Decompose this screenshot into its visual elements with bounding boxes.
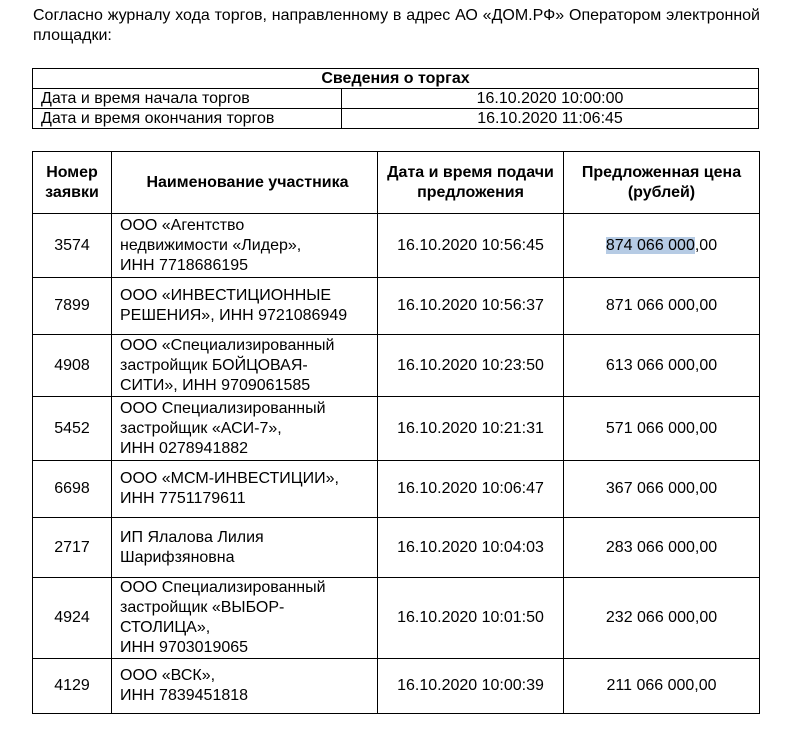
header-participant-name: Наименование участника: [112, 152, 378, 214]
bids-table: [32, 151, 760, 714]
bid-price: 211 066 000,00: [564, 659, 760, 714]
bid-datetime: 16.10.2020 10:23:50: [378, 335, 564, 397]
header-price: Предложенная цена (рублей): [564, 152, 760, 214]
participant-name-line: ИНН 7718686195: [120, 256, 249, 274]
end-time-label: Дата и время окончания торгов: [33, 109, 342, 129]
bid-datetime: 16.10.2020 10:01:50: [378, 578, 564, 659]
table-row: [33, 109, 759, 129]
participant-name-line: ИП Ялалова Лилия: [120, 528, 264, 546]
participant-name: [112, 659, 378, 714]
participant-name-line: ООО «Агентство: [120, 216, 245, 234]
bid-datetime: 16.10.2020 10:21:31: [378, 397, 564, 461]
bids-header-row: [33, 152, 760, 214]
selected-text-highlight[interactable]: 874 066 000: [605, 236, 695, 254]
intro-paragraph: Согласно журналу хода торгов, направленному в адрес АО «ДОМ.РФ» Оператором электронной площадки:: [33, 7, 760, 44]
table-row: [33, 214, 760, 278]
table-row: [33, 278, 760, 335]
participant-name-line: застройщик «ВЫБОР-: [120, 599, 285, 616]
bid-number: 5452: [33, 397, 112, 461]
participant-name: [112, 518, 378, 578]
participant-name-line: ИНН 7839451818: [120, 687, 249, 704]
participant-name-line: СТОЛИЦА»,: [120, 619, 211, 636]
participant-name: [112, 578, 378, 659]
bid-price: 571 066 000,00: [564, 397, 760, 461]
bid-number: 4908: [33, 335, 112, 397]
participant-name-line: ИНН 0278941882: [120, 439, 249, 457]
participant-name: [112, 397, 378, 461]
bid-number: 3574: [33, 214, 112, 278]
bid-datetime: 16.10.2020 10:00:39: [378, 659, 564, 714]
header-datetime: Дата и время подачи предложения: [378, 152, 564, 214]
table-row: [33, 461, 760, 518]
header-bid-number: Номер заявки: [33, 152, 112, 214]
participant-name-line: ООО Специализированный: [120, 399, 326, 417]
bid-number: 4924: [33, 578, 112, 659]
participant-name-line: застройщик «АСИ-7»,: [120, 419, 282, 437]
table-row: [33, 518, 760, 578]
auction-info-caption: Сведения о торгах: [33, 69, 759, 89]
bid-price: [564, 214, 760, 278]
table-row: [33, 397, 760, 461]
participant-name: [112, 335, 378, 397]
table-row: [33, 578, 760, 659]
participant-name-line: застройщик БОЙЦОВАЯ-: [120, 356, 308, 374]
participant-name-line: недвижимости «Лидер»,: [120, 236, 302, 254]
participant-name-line: Шарифзяновна: [120, 548, 235, 566]
participant-name: [112, 214, 378, 278]
participant-name: [112, 461, 378, 518]
bid-number: 2717: [33, 518, 112, 578]
bid-price: 871 066 000,00: [564, 278, 760, 335]
end-time-value: 16.10.2020 11:06:45: [342, 109, 759, 129]
bid-datetime: 16.10.2020 10:04:03: [378, 518, 564, 578]
participant-name-line: ООО «Специализированный: [120, 336, 335, 354]
participant-name-line: РЕШЕНИЯ», ИНН 9721086949: [120, 307, 348, 324]
auction-info-table: [32, 68, 759, 129]
bid-datetime: 16.10.2020 10:56:45: [378, 214, 564, 278]
bid-price: 283 066 000,00: [564, 518, 760, 578]
bid-number: 7899: [33, 278, 112, 335]
participant-name: [112, 278, 378, 335]
participant-name-line: ООО Специализированный: [120, 579, 326, 596]
bid-datetime: 16.10.2020 10:06:47: [378, 461, 564, 518]
participant-name-line: СИТИ», ИНН 9709061585: [120, 376, 311, 394]
participant-name-line: ООО «ИНВЕСТИЦИОННЫЕ: [120, 287, 332, 304]
table-row: [33, 659, 760, 714]
start-time-value: 16.10.2020 10:00:00: [342, 89, 759, 109]
bid-price: 232 066 000,00: [564, 578, 760, 659]
bid-number: 4129: [33, 659, 112, 714]
participant-name-line: ИНН 7751179611: [120, 490, 246, 507]
table-row: [33, 89, 759, 109]
bid-datetime: 16.10.2020 10:56:37: [378, 278, 564, 335]
bid-price: 367 066 000,00: [564, 461, 760, 518]
table-row: [33, 335, 760, 397]
participant-name-line: ООО «ВСК»,: [120, 667, 216, 684]
participant-name-line: ООО «МСМ-ИНВЕСТИЦИИ»,: [120, 470, 339, 487]
bid-number: 6698: [33, 461, 112, 518]
bid-price: 613 066 000,00: [564, 335, 760, 397]
price-decimals: ,00: [694, 236, 718, 254]
start-time-label: Дата и время начала торгов: [33, 89, 342, 109]
participant-name-line: ИНН 9703019065: [120, 639, 249, 656]
